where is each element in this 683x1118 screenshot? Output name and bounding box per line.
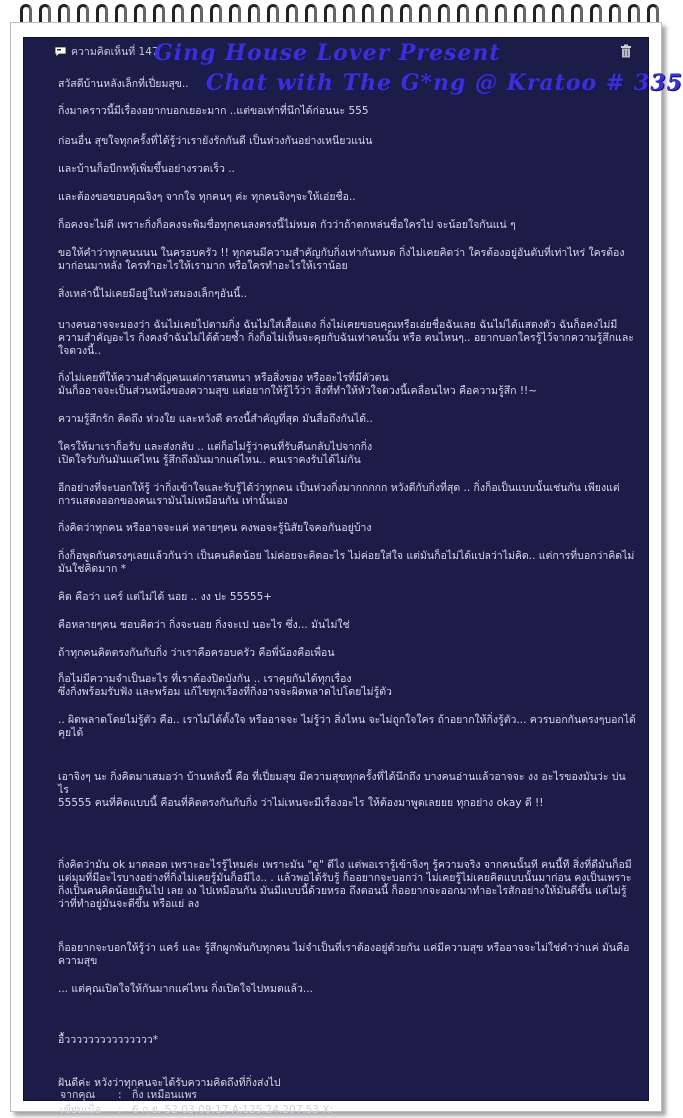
paragraph: สวัสดีบ้านหลังเล็กที่เปี่ยมสุข.. [58, 78, 189, 90]
meta-posted-value: 6 ก.ย. 52 03:09:17 A:125.24.207.53 X: [132, 1104, 334, 1116]
paragraph: เอาจิงๆ นะ กิ่งคิดมาเสมอว่า บ้านหลังนี้ คือ ที่เปี่ยมสุข มีความสุขทุกครั้งที่ได้นึกถึง บางคนอ่านแล้วอาจจะ งง อะไรของมันว่ะ บ่นไร 55555 คนที่คิดแบบนี้ คือนที่คิดตรงกันกับกิ่ง ว่าไม่เหนจะมีเรื่องอะไร ให้ต้องมาพูดเลยยย ทุกอย่าง okay ดี !! [58, 771, 626, 809]
meta-posted-label: เขียนเมื่อ [60, 1104, 101, 1116]
watermark-overlay [154, 40, 683, 100]
meta-from-value: กิ่ง เหมือนแพร [132, 1089, 198, 1101]
overlay-title-line-2: Chat with The G*ng @ Kratoo # 335 [206, 70, 683, 96]
paragraph: ฝันดีค่ะ หวังว่าทุกคนจะได้รับความคิดถึงที่กิ่งส่งไป [58, 1077, 281, 1089]
overlay-title-line-1: Ging House Lover Present [154, 40, 501, 66]
paragraph: บางคนอาจจะมองว่า ฉันไม่เคยไปตามกิ่ง ฉันไม่ใส่เสื้อแดง กิ่งไม่เคยขอบคุณหรือเอ่ยชื่อฉันเลย ฉันไม่ได้แสดงตัว ฉันก็อคงไม่มีความสำคัญอะไร กิ่งคงจำฉันไม่ได้ด้วยซ้ำ กิ่งก็อไม่เห็นจะคุยกับฉันเท่าคนนั้น หรือ คนไหนๆ.. อยากบอกใครรู้ไว้จากความรู้สึกและใจดวงนี้.. [58, 319, 634, 357]
meta-separator: : [118, 1089, 122, 1101]
post-meta [60, 1088, 420, 1118]
paragraph: ถ้าทุกคนคิดตรงกันกับกิ่ง ว่าเราคือครอบครัว คือพี่น้องคือเพื่อน [58, 647, 335, 659]
paragraph: และต้องขอขอบคุณจิงๆ จากใจ ทุกคนๆ ค่ะ ทุกคนจิงๆจะให้เอ่ยชื่อ.. [58, 191, 356, 203]
paragraph: กิ่งมาคราวนี้มีเรื่องอยากบอกเยอะมาก ..แต่ขอเท่าที่นึกได้ก่อนนะ 555 [58, 105, 369, 117]
paragraph: ขอให้คำว่าทุกคนนนน ในครอบครัว !! ทุกคนมีความสำคัญกับกิ่งเท่ากันหมด กิ่งไม่เคยคิดว่า ใครต้องอยู่อันดับที่เท่าไหร่ ใครต้องมาก่อนมาหลัง ใครทำอะไรให้เรามาก หรือใครทำอะไรให้เราน้อย [58, 247, 625, 272]
paragraph: กิ่งไม่เคยที่ให้ความสำคัญคนแต่การสนทนา หรือสิ่งของ หรืออะไรที่มีตัวตน มันก็ออาจจะเป็นส่วนหนึ่งของความสุข แต่อยากให้รู้ไว้ว่า สิ่งที่ทำให้หัวใจดวงนี้เคลื่อนไหว คือความรู้สึก !!~ [58, 372, 538, 397]
paragraph: ใครให้มาเราก็อรับ และส่งกลับ .. แต่ก็อไม่รู้ว่าคนที่รับคืนกลับไปจากกิ่ง เปิดใจรับกันมันแค่ไหน รู้สึกถึงมันมากแค่ไหน.. คนเราคงรับได้ไม่กัน [58, 441, 373, 466]
paragraph: อื้ววววววววววววววว* [58, 1034, 158, 1046]
meta-posted-row [60, 1103, 420, 1118]
comment-post [23, 37, 683, 1116]
comment-number-label: ความคิดเห็นที่ 147 [71, 45, 159, 58]
comment-header [54, 44, 159, 60]
paragraph: ก็อไม่มีความจำเป็นอะไร ที่เราต้องปิดบังกัน .. เราคุยกันได้ทุกเรื่อง ซึ่งกิ่งพร้อมรับฟัง และพร้อม แก้ไขทุกเรื่องที่กิ่งอาจจะผิดพลาดไปโดยไม่รู้ตัว [58, 673, 392, 698]
paragraph: คิด คือว่า แคร์ แต่ไม่ได้ นอย .. งง ปะ 55555+ [58, 591, 273, 603]
paragraph: ก็อคงจะไม่ดี เพราะกิ่งก็อคงจะพิมชื่อทุกคนลงตรงนี้ไม่หมด กัวว่าถ้าตกหล่นชื่อใครไป จะน้อยใจกันแน่ ๆ [58, 219, 516, 231]
notepad-paper [10, 22, 683, 1116]
meta-from-label: จากคุณ [60, 1089, 96, 1101]
trash-icon[interactable] [620, 44, 632, 58]
paragraph: ก่อนอื่น สุขใจทุกครั้งที่ได้รู้ว่าเรายังรักกันดี เป็นห่วงกันอย่างเหนียวแน่น [58, 135, 373, 147]
paragraph: กิ่งคิดว่าทุกคน หรืออาจจะแค่ หลายๆคน คงพอจะรู้นิสัยใจคอกันอยู่บ้าง [58, 522, 372, 534]
paragraph: ความรู้สึกรัก คิดถึง ห่วงใย และหวังดี ตรงนี้สำคัญที่สุด มันสื่อถึงกันได้.. [58, 413, 373, 425]
paragraph: ... แต่คุณเปิดใจให้กันมากแค่ไหน กิ่งเปิดใจไปหมดแล้ว... [58, 983, 313, 995]
paragraph: คือหลายๆคน ชอบคิดว่า กิ่งจะนอย กิ่งจะเป นอะไร ซึ่ง... มันไม่ใช่ [58, 619, 350, 631]
meta-separator: : [118, 1104, 122, 1116]
meta-from-row [60, 1088, 420, 1103]
paragraph: ก็ออยากจะบอกให้รู้ว่า แคร์ และ รู้สึกผูกพันกับทุกคน ไม่จำเป็นที่เราต้องอยู่ด้วยกัน แค่มีความสุข หรืออาจจะไม่ใช่คำว่าแค่ มันคือความสุข [58, 942, 630, 967]
paragraph: และบ้านก็อบีกหทุ้เพิ่มขึ้นอย่างรวดเร็ว .. [58, 163, 235, 175]
comment-bubble-icon [54, 46, 67, 58]
paragraph: กิ่งก็อพูดกันตรงๆเลยแล้วกันว่า เป็นคนคิดน้อย ไม่ค่อยจะคิดอะไร ไม่ค่อยใส่ใจ แต่มันก็อไม่ได้แปลว่าไม่คิด.. แต่การที่บอกว่าคิดไม่มันใช่คิดมาก * [58, 550, 635, 575]
paragraph: กิ่งคิดว่ามัน ok มาตลอด เพราะอะไรรู้ไหมค่ะ เพราะมัน "ดู" ดีไง แต่พอเรารู้เข้าจิงๆ รู้ความจริง จากคนนั้นที คนนี้ที สิ่งที่ดีมันก็อมี แต่มุมที่มีอะไรบางอย่างที่กิ่งไม่เคยรู้มันก็อมีไง.. . แล้วพอได้รับรู้ ก็ออยากจะบอกว่า ไม่เคยรู้ไม่เคยคิดแบบนั้นมาก่อน คงเป็นเพราะกิ่งเป็นคนคิดน้อยเกินไป เลย งง ไปเหมือนกัน มันมีแบบนี้ด้วยหรอ ถึงตอนนี้ ก็ออยากจะออกมาทำอะไรสักอย่างให้มันดีขึ้น แต่ไม่รู้ว่าที่ทำอยู่มันจะดีขึ้น หรือแย่ ลง [58, 859, 632, 910]
paragraph: .. ผิดพลาดโดยไม่รู้ตัว คือ.. เราไม่ได้ตั้งใจ หรืออาจจะ ไม่รู้ว่า สิ่งไหน จะไม่ถูกใจใคร ถ้าอยากให้กิ่งรู้ตัว... ควรบอกกันตรงๆบอกได้ คุยได้ [58, 714, 636, 739]
paragraph: อีกอย่างที่จะบอกให้รู้ ว่ากิ่งเข้าใจและรับรู้ได้ว่าทุกคน เป็นห่วงกิ่งมากกกกก หวังดีกับกิ่งที่สุด .. กิ่งก็อเป็นแบบนั้นเช่นกัน เพียงแต่การแสดงออกของคนเรามันไม่เหมือนกัน เท่านั้นเอง [58, 482, 620, 507]
paragraph: สิ่งเหล่านี้ไม่เคยมีอยู่ในหัวสมองเล็กๆอันนี้.. [58, 288, 248, 300]
